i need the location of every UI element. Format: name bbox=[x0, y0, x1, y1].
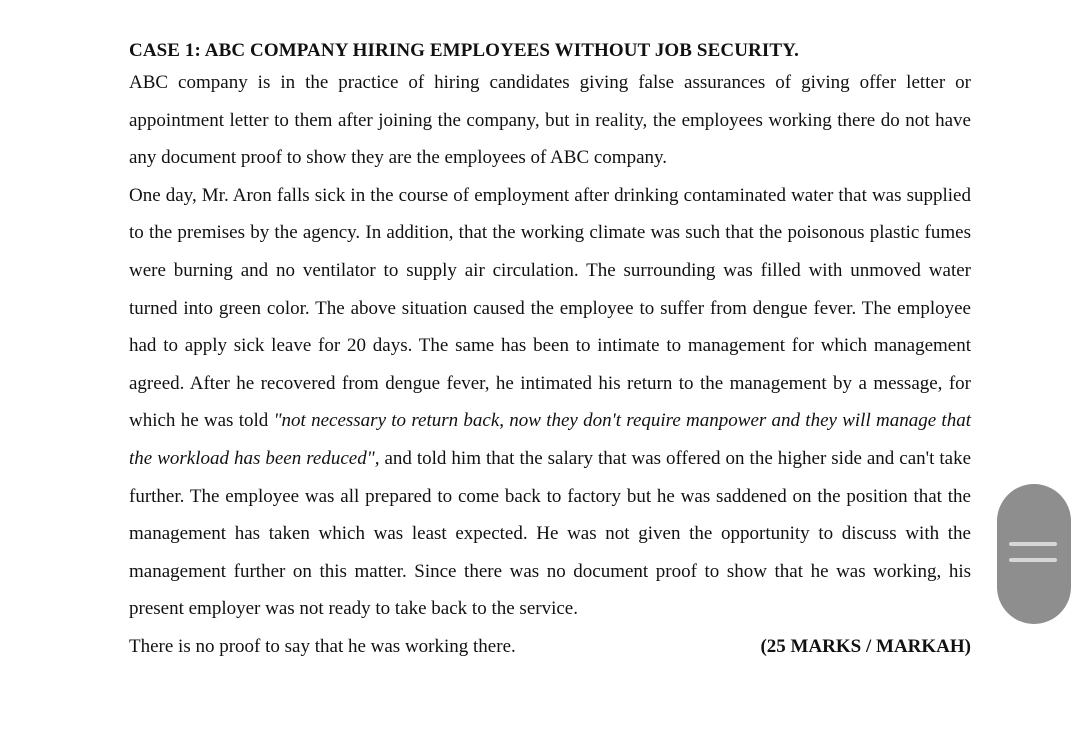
final-line bbox=[129, 628, 971, 666]
scroll-handle[interactable] bbox=[997, 484, 1071, 624]
document-page bbox=[129, 38, 971, 666]
paragraph-intro: ABC company is in the practice of hiring candidates giving false assurances of giving offer letter or appointment letter to them after joining the company, but in reality, the employees working there do not have any document proof to show they are the employees of ABC company. bbox=[129, 72, 971, 169]
paragraph-text-after-quote: and told him that the salary that was offered on the higher side and can't take further. The employee was all prepared to come back to factory but he was saddened on the position that the management has taken which was least expected. He was not given the opportunity to discuss with the management further on this matter. Since there was no document proof to show that he was working, his present employer was not ready to take back to the service. bbox=[129, 447, 972, 620]
final-statement: There is no proof to say that he was working there. bbox=[129, 635, 516, 657]
case-title: CASE 1: ABC COMPANY HIRING EMPLOYEES WITHOUT JOB SECURITY. bbox=[129, 40, 800, 61]
grip-line-bottom bbox=[1009, 558, 1057, 562]
marks-label: (25 MARKS / MARKAH) bbox=[760, 635, 971, 657]
management-quote: "not necessary to return back, now they don't require manpower and they will manage that the workload has been reduced", bbox=[129, 410, 971, 469]
paragraph-text-before-quote: One day, Mr. Aron falls sick in the course of employment after drinking contaminated water that was supplied to the premises by the agency. In addition, that the working climate was such that the poisonous plastic fumes were burning and no ventilator to supply air circulation. The surrounding was filled with unmoved water turned into green color. The above situation caused the employee to suffer from dengue fever. The employee had to apply sick leave for 20 days. The same has been to intimate to management for which management agreed. After he recovered from dengue fever, he intimated his return to the management by a message, for which he was told bbox=[129, 184, 971, 432]
grip-line-top bbox=[1009, 542, 1057, 546]
paragraph-case-details bbox=[129, 177, 971, 628]
